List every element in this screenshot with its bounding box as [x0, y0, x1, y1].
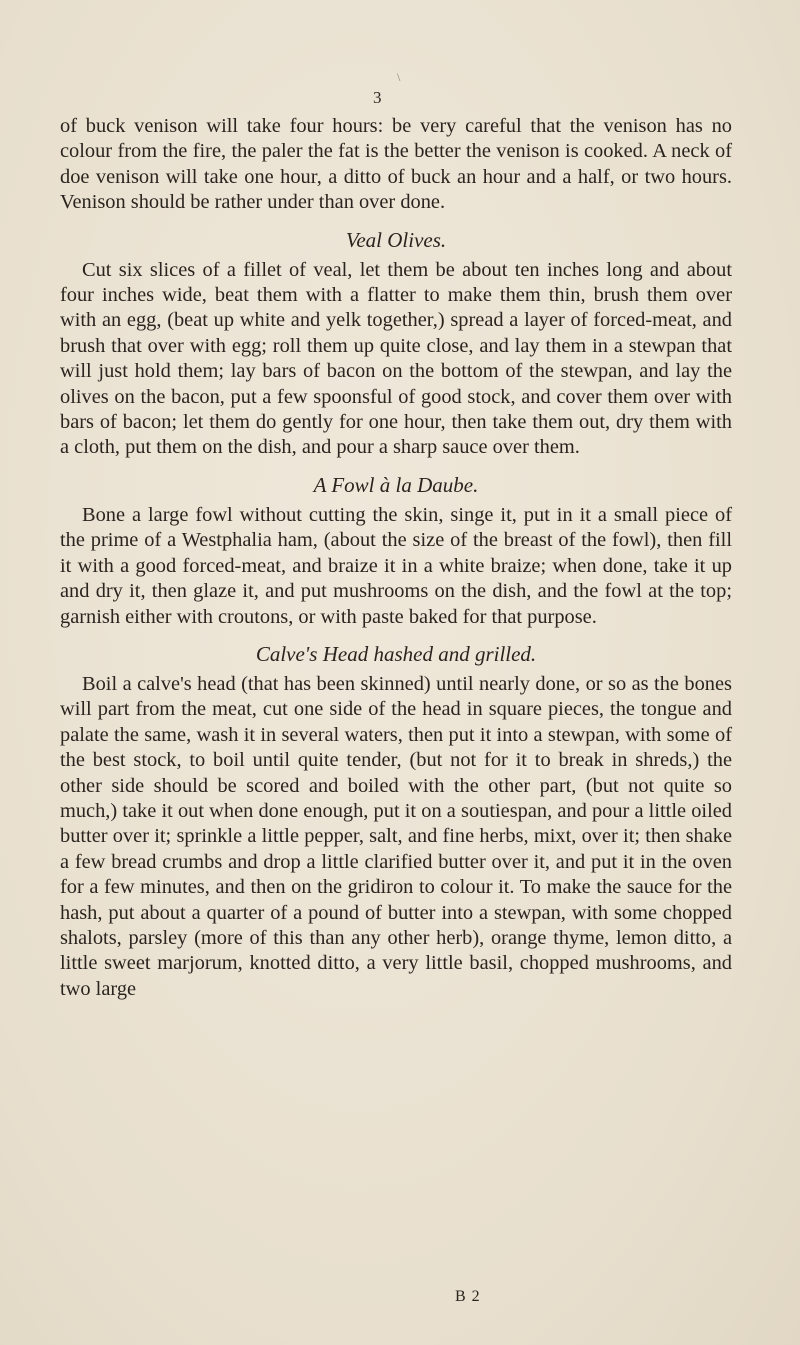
heading-calves-head: Calve's Head hashed and grilled. [255, 641, 537, 666]
page-number: 3 [373, 88, 383, 107]
paragraph-calves-head: Boil a calve's head (that has been skinned) until nearly done, or so as the bones will part from the meat, cut one side of the head in square pieces, the tongue and palate the same, wash it in several waters, then put it into a stewpan, with some of the best stock, to boil until quite tender, (but not for it to break in shreds,) the other side should be scored and boiled with the other part, (but not quite so much,) take it out when done enough, put it on a soutiespan, and pour a little oiled butter over it; sprinkle a little pepper, salt, and fine herbs, mixt, over it; then shake a few bread crumbs and drop a little clarified butter over it, and put it in the oven for a few minutes, and then on the gridiron to colour it. To make the sauce for the hash, put about a quarter of a pound of butter into a stewpan, with some chopped shalots, parsley (more of this than any other herb), orange thyme, lemon ditto, a little sweet marjorum, knotted ditto, a very little basil, chopped mushrooms, and two large [60, 672, 732, 1000]
paragraph-fowl-a-la-daube: Bone a large fowl without cutting the skin, singe it, put in it a small piece of the prime of a Westphalia ham, (about the size of the breast of the fowl), then fill it with a good forced-meat, and braize it in a white braize; when done, take it up and dry it, then glaze it, and put mushrooms on the dish, and the fowl at the top; garnish either with croutons, or with paste baked for that purpose. [60, 503, 732, 628]
page-mark: \ [397, 70, 401, 84]
paragraph-venison-continued: of buck venison will take four hours: be very careful that the venison has no colour from the fire, the paler the fat is the better the venison is cooked. A neck of doe venison will take one hour, a ditto of buck an hour and a half, or two hours. Venison should be rather under than over done. [60, 115, 732, 214]
heading-veal-olives: Veal Olives. [345, 227, 447, 252]
printer-signature: B 2 [455, 1288, 481, 1305]
page-body [60, 114, 732, 1002]
heading-fowl-a-la-daube: A Fowl à la Daube. [313, 472, 479, 497]
paragraph-veal-olives: Cut six slices of a fillet of veal, let them be about ten inches long and about four inches wide, beat them with a flatter to make them thin, brush them over with an egg, (beat up white and yelk together,) spread a layer of forced-meat, and brush that over with egg; roll them up quite close, and lay them in a stewpan that will just hold them; lay bars of bacon on the bottom of the stewpan, and lay the olives on the bacon, put a few spoonsful of good stock, and cover them over with bars of bacon; let them do gently for one hour, then take them out, dry them with a cloth, put them on the dish, and pour a sharp sauce over them. [60, 258, 732, 459]
